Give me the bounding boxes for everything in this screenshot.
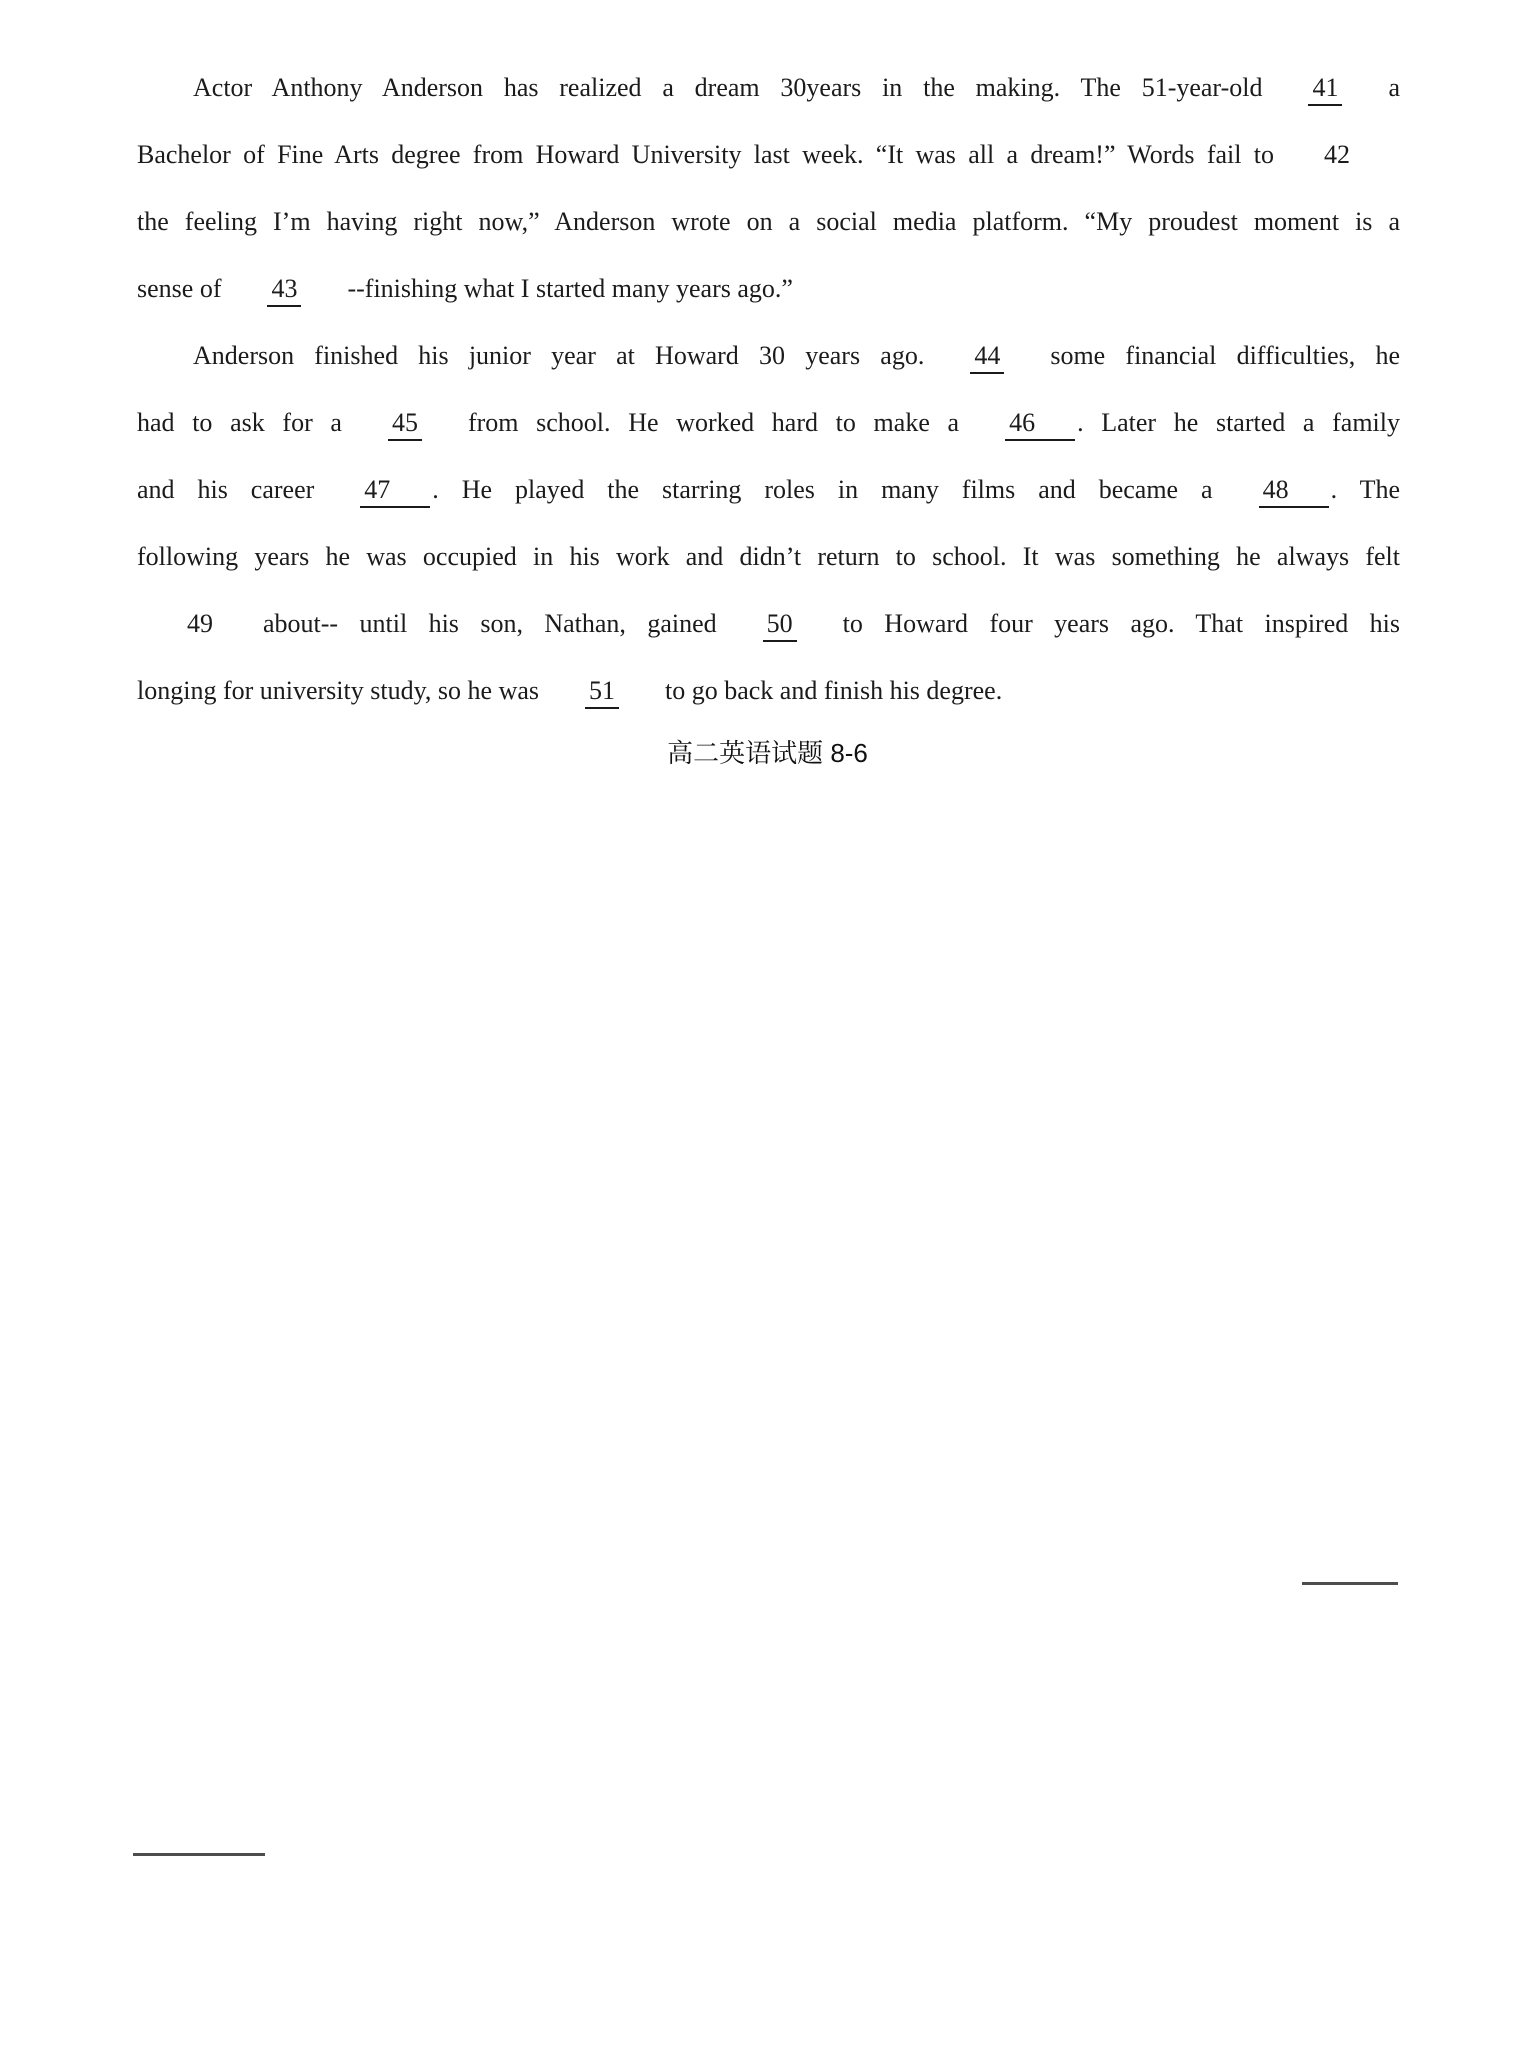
blank-47: 47 — [360, 475, 430, 508]
blank-44: 44 — [970, 341, 1004, 374]
text-run: and his career — [137, 475, 315, 504]
blank-51: 51 — [585, 676, 619, 709]
text-run: sense of — [137, 274, 222, 303]
passage-p2-line1 — [137, 322, 1400, 389]
blank-48: 48 — [1259, 475, 1329, 508]
page-footer-label: 高二英语试题 8-6 — [667, 738, 868, 768]
blank-43: 43 — [267, 274, 301, 307]
passage-p2-line3 — [137, 456, 1400, 523]
text-run: the feeling I’m having right now,” Anderson wrote on a social media platform. “My proudest moment is a — [137, 207, 1400, 236]
text-run: about-- until his son, Nathan, gained — [263, 609, 717, 638]
blank-50: 50 — [763, 609, 797, 642]
text-run: following years he was occupied in his work and didn’t return to school. It was something he always felt — [137, 542, 1400, 571]
text-run: some financial difficulties, he — [1050, 341, 1400, 370]
text-run: longing for university study, so he was — [137, 676, 539, 705]
text-run: had to ask for a — [137, 408, 342, 437]
text-run: from school. He worked hard to make a — [467, 408, 960, 437]
passage-p1-line2 — [137, 121, 1400, 188]
text-run: . The — [1330, 475, 1401, 504]
blank-49: 49 — [187, 609, 213, 638]
passage-p2-line5 — [137, 590, 1400, 657]
blank-41: 41 — [1308, 73, 1342, 106]
text-run: to go back and finish his degree. — [665, 676, 1003, 705]
passage-p2-line4 — [137, 523, 1400, 590]
text-run: . He played the starring roles in many films and became a — [432, 475, 1213, 504]
text-run: a — [1388, 73, 1400, 102]
passage-p1-line1 — [137, 54, 1400, 121]
blank-46: 46 — [1005, 408, 1075, 441]
passage-p2-line2 — [137, 389, 1400, 456]
stray-scan-line-right — [1302, 1582, 1398, 1585]
text-run: to Howard four years ago. That inspired his — [842, 609, 1400, 638]
text-run: --finishing what I started many years ago.” — [347, 274, 793, 303]
text-run: Anderson finished his junior year at Howard 30 years ago. — [193, 341, 925, 370]
text-run: Actor Anthony Anderson has realized a dream 30years in the making. The 51-year-old — [193, 73, 1263, 102]
passage-p1-line4 — [137, 255, 1400, 322]
stray-scan-line-left — [133, 1853, 265, 1856]
text-run: . Later he started a family — [1077, 408, 1400, 437]
blank-45: 45 — [388, 408, 422, 441]
passage-p2-line6 — [137, 657, 1400, 724]
text-run: Bachelor of Fine Arts degree from Howard University last week. “It was all a dream!” Words fail to — [137, 140, 1274, 169]
blank-42: 42 — [1324, 140, 1350, 169]
passage-p1-line3 — [137, 188, 1400, 255]
cloze-passage — [137, 54, 1400, 724]
